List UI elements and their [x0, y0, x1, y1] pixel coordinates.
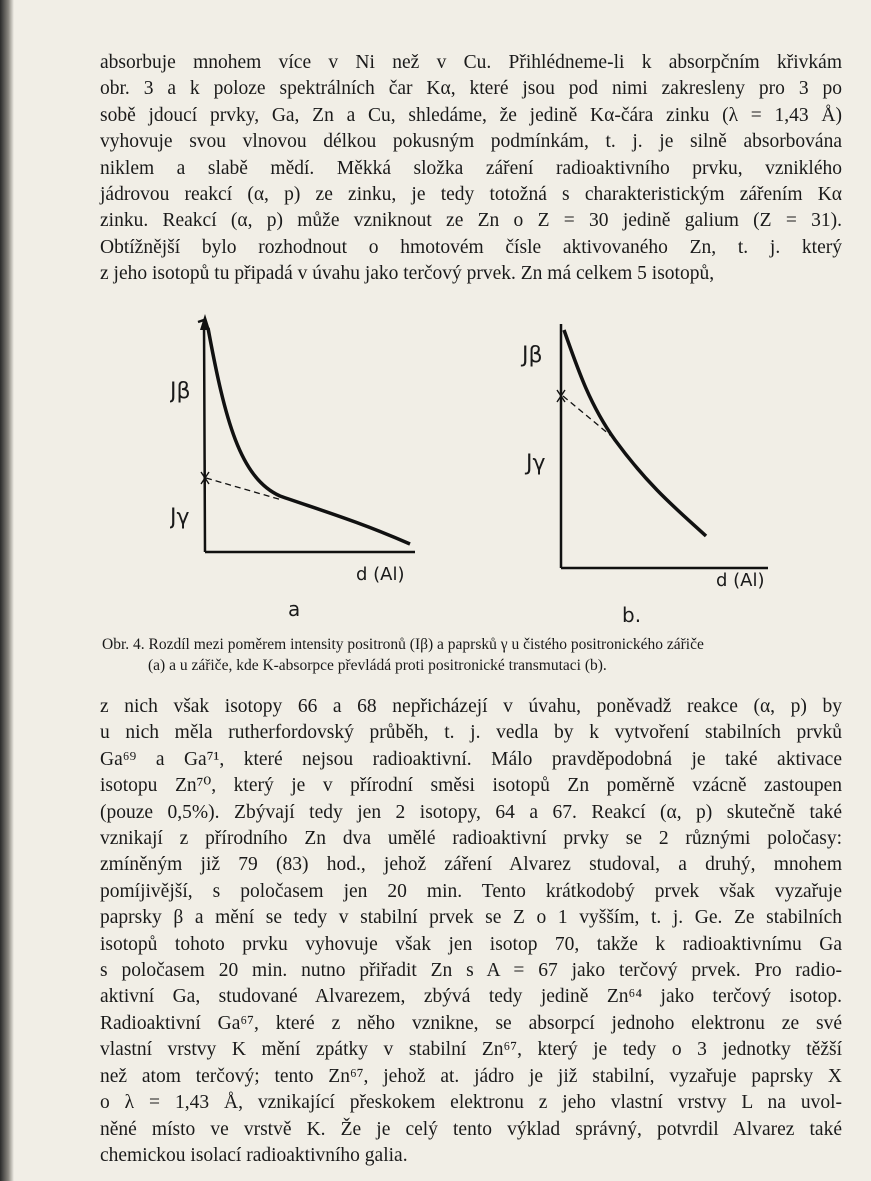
- text-line: aktivní Ga, studované Alvarezem, zbývá tedy jedině Zn⁶⁴ jako terčový isotop.: [100, 986, 842, 1008]
- text-line: než atom terčový; tento Zn⁶⁷, jehož at. jádro je již stabilní, vyzařuje paprsky X: [100, 1065, 842, 1087]
- panel-a-marker-arrows: [201, 460, 209, 494]
- panel-a: [170, 314, 415, 621]
- text-line: chemickou isolací radioaktivního galia.: [100, 1144, 408, 1166]
- caption-line: Obr. 4. Rozdíl mezi poměrem intensity positronů (Iβ) a paprsků γ u čistého positronického zářiče: [102, 636, 704, 653]
- text-line: pomíjivější, s poločasem jen 20 min. Tento krátkodobý prvek však vyzařuje: [100, 880, 842, 902]
- caption-line: (a) a u zářiče, kde K-absorpce převládá proti positronické transmutaci (b).: [148, 657, 607, 674]
- text-line: isotopu Zn⁷⁰, který je v přírodní směsi isotopů Zn poměrně vzácně zastoupen: [100, 775, 842, 797]
- text-line: vlastní vrstvy K mění zpátky v stabilní Zn⁶⁷, který je tedy o 3 jednotky těžší: [100, 1039, 842, 1061]
- text-line: sobě jdoucí prvky, Ga, Zn a Cu, shledáme, že jedině Kα-čára zinku (λ = 1,43 Å): [100, 104, 842, 126]
- text-line: Ga⁶⁹ a Ga⁷¹, které nejsou radioaktivní. Málo pravděpodobná je také aktivace: [100, 748, 842, 770]
- text-line: (pouze 0,5%). Zbývají tedy jen 2 isotopy, 64 a 67. Reakcí (α, p) skutečně také: [100, 801, 842, 823]
- text-line: zinku. Reakcí (α, p) může vzniknout ze Zn o Z = 30 jedině galium (Z = 31).: [100, 210, 842, 232]
- text-line: něné místo ve vrstvě K. Že je celý tento výklad správný, potvrdil Alvarez také: [100, 1118, 842, 1140]
- text-line: niklem a slabě mědí. Měkká složka záření radioaktivního prvku, vzniklého: [100, 157, 842, 179]
- panel-a-label-top: Jβ: [170, 379, 191, 404]
- panel-b-label-bottom: Jγ: [526, 451, 546, 476]
- panel-b-axis-label: d (Al): [716, 570, 765, 591]
- panel-a-axis-label: d (Al): [356, 564, 405, 585]
- panel-a-panel-label: a: [288, 597, 301, 621]
- panel-b-extrapolation: [563, 396, 616, 440]
- panel-b: [520, 324, 768, 627]
- text-line: isotopů tohoto prvku vyhovuje však jen isotop 70, takže k radioaktivnímu Ga: [100, 933, 842, 955]
- figure-absorption-curves: [170, 300, 810, 630]
- text-line: s poločasem 20 min. nutno přiřadit Zn s A = 67 jako terčový prvek. Pro radio-: [100, 960, 842, 982]
- panel-b-label-top: Jβ: [522, 343, 543, 368]
- text-line: jádrovou reakcí (α, p) ze zinku, je tedy totožná s charakteristickým zářením Kα: [100, 184, 842, 206]
- text-line: z jeho isotopů tu připadá v úvahu jako terčový prvek. Zn má celkem 5 isotopů,: [100, 263, 715, 285]
- panel-a-curve: [208, 328, 410, 544]
- panel-a-label-bottom: Jγ: [170, 505, 190, 530]
- figure-caption: [102, 634, 842, 676]
- text-line: paprsky β a mění se tedy v stabilní prvek se Z o 1 vyšším, t. j. Ge. Ze stabilních: [100, 907, 842, 929]
- text-line: zmíněným již 79 (83) hod., jehož záření Alvarez studoval, a druhý, mnohem: [100, 854, 842, 876]
- text-line: obr. 3 a k poloze spektrálních čar Kα, které jsou pod nimi zakresleny pro 3 po: [100, 78, 842, 100]
- text-line: o λ = 1,43 Å, vznikající přeskokem elektronu z jeho vlastní vrstvy L na uvol-: [100, 1092, 842, 1114]
- panel-b-panel-label: b.: [622, 603, 642, 627]
- text-line: Radioaktivní Ga⁶⁷, které z něho vznikne, se absorpcí jednoho elektronu ze své: [100, 1012, 842, 1034]
- text-line: absorbuje mnohem více v Ni než v Cu. Přihlédneme-li k absorpčním křivkám: [100, 52, 842, 73]
- text-line: vyhovuje svou vlnovou délkou pokusným podmínkám, t. j. je silně absorbována: [100, 131, 842, 153]
- page-binding-edge: [0, 0, 14, 1181]
- text-line: u nich měla rutherfordovský průběh, t. j. vedla by k vytvoření stabilních prvků: [100, 722, 842, 744]
- text-line: vznikají z přírodního Zn dva umělé radioaktivní prvky se 2 různými poločasy:: [100, 828, 842, 850]
- panel-b-curve: [564, 330, 706, 536]
- paragraph-bottom: [100, 694, 842, 1169]
- text-line: Obtížnější bylo rozhodnout o hmotovém čísle aktivovaného Zn, t. j. který: [100, 236, 842, 258]
- panel-a-y-axis: [198, 320, 205, 552]
- paragraph-top: [100, 50, 842, 288]
- text-line: z nich však isotopy 66 a 68 nepřicházejí v úvahu, poněvadž reakce (α, p) by: [100, 696, 842, 717]
